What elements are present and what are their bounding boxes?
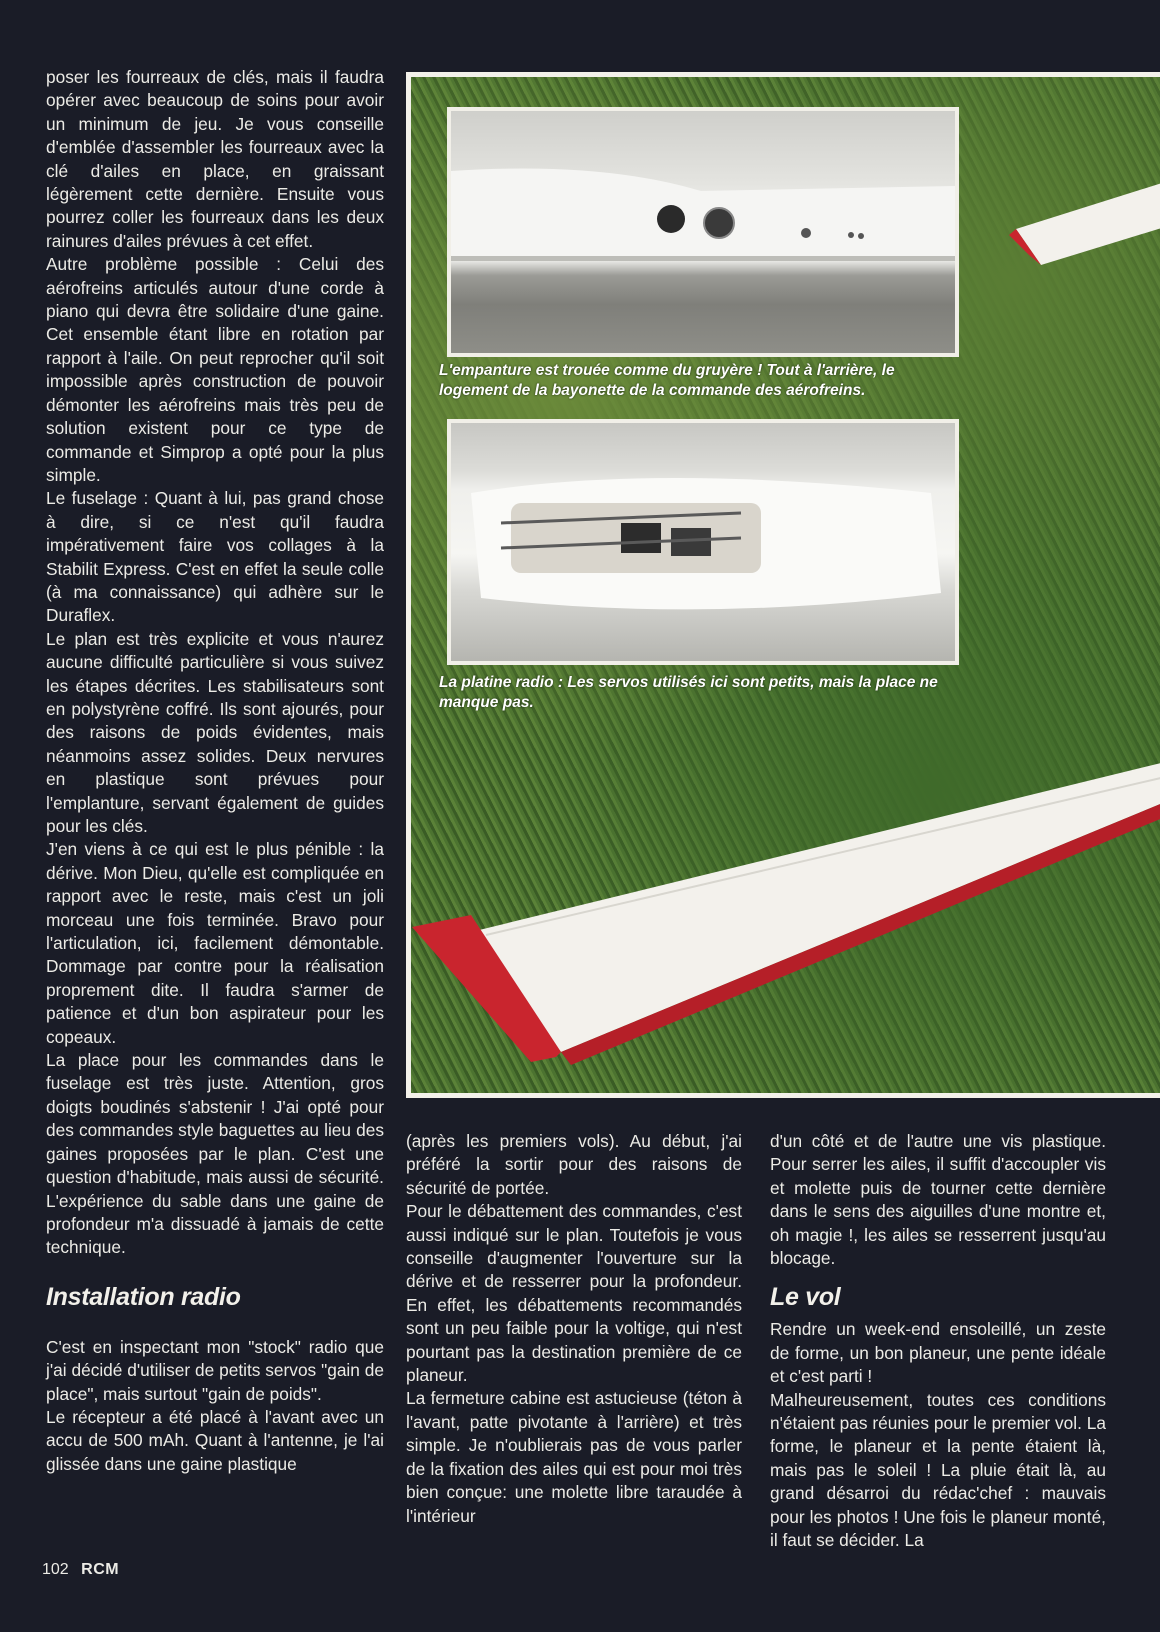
magazine-name: RCM <box>81 1561 120 1578</box>
section-heading-le-vol: Le vol <box>770 1283 841 1312</box>
hole <box>848 232 854 238</box>
photo-caption-top: L'empanture est trouée comme du gruyère ! Tout à l'arrière, le logement de la bayonette de la commande des aérofreins. <box>439 362 895 399</box>
left-column <box>46 66 384 1476</box>
paragraph: Rendre un week-end ensoleillé, un zeste de forme, un bon planeur, une pente idéale et c'est parti ! <box>770 1319 1106 1387</box>
paragraph: d'un côté et de l'autre une vis plastique. Pour serrer les ailes, il suffit d'accoupler vis et molette puis de tourner cette dernière dans le sens des aiguilles d'une montre et, oh magie !, les ailes se resserrent jusqu'au blocage. <box>770 1131 1106 1269</box>
paragraph: Le fuselage : Quant à lui, pas grand chose à dire, si ce n'est qu'il faudra impérativement faire vos collages à la Stabilit Express. C'est en effet la seule colle (à ma connaissance) qui adhère sur le Duraflex. <box>46 488 384 626</box>
hole <box>657 205 685 233</box>
paragraph: (après les premiers vols). Au début, j'ai préféré la sortir pour des raisons de sécurité de portée. <box>406 1131 742 1198</box>
paragraph: Autre problème possible : Celui des aérofreins articulés autour d'une corde à piano qui devra être solidaire d'une gaine. Cet ensemble étant libre en rotation par rapport à l'aile. On peut reprocher qu'il soit impossible après construction de pouvoir démonter les aérofreins mais très peu de solution existent pour ce type de commande et Simprop a opté pour la plus simple. <box>46 254 384 485</box>
paragraph: Malheureusement, toutes ces conditions n'étaient pas réunies pour le premier vol. La forme, le planeur et la pente étaient là, mais pas le soleil ! La pluie était là, au grand désarroi du rédac'chef : mauvais pour les photos ! Une fois le planeur monté, il faut se décider. La <box>770 1389 1106 1551</box>
paragraph: C'est en inspectant mon "stock" radio que j'ai décidé d'utiliser de petits servos "gain de place", mais surtout "gain de poids". <box>46 1336 384 1404</box>
radio-tray-illustration <box>451 423 955 661</box>
right-column <box>770 1130 1106 1553</box>
servo <box>621 523 661 553</box>
photo-radio-tray <box>447 419 959 665</box>
hole <box>858 233 864 239</box>
paragraph: Le plan est très explicite et vous n'aurez aucune difficulté particulière si vous suivez les étapes décrites. Les stabilisateurs sont en polystyrène coffré. Ils sont ajourés, pour des raisons de poids évidentes, mais néanmoins assez solides. Deux nervures en plastique sont prévues pour l'emplanture, servant également de guides pour les clés. <box>46 628 384 836</box>
section-heading-installation-radio: Installation radio <box>46 1282 241 1311</box>
paragraph: poser les fourreaux de clés, mais il faudra opérer avec beaucoup de soins pour avoir un minimum de jeu. Je vous conseille d'emblée d'assembler les fourreaux avec la clé d'ailes en place, en graissant légèrement cette dernière. Ensuite vous pourrez coller les fourreaux dans les deux rainures d'ailes prévues à cet effet. <box>46 67 384 251</box>
wing-tip-white <box>1016 182 1160 265</box>
page-number: 102 <box>42 1561 69 1578</box>
page-footer <box>42 1561 119 1579</box>
hole <box>801 228 811 238</box>
paragraph: J'en viens à ce qui est le plus pénible : la dérive. Mon Dieu, qu'elle est compliquée en rapport avec le reste, mais c'est un joli morceau une fois terminée. Bravo pour l'articulation, ici, facilement démontable. Dommage par contre pour la réalisation proprement dite. Il faudra s'armer de patience et d'un bon aspirateur pour les copeaux. <box>46 839 384 1047</box>
middle-column <box>406 1130 742 1528</box>
paragraph: Le récepteur a été placé à l'avant avec un accu de 500 mAh. Quant à l'antenne, je l'ai glissée dans une gaine plastique <box>46 1406 384 1474</box>
paragraph: La fermeture cabine est astucieuse (téton à l'avant, patte pivotante à l'arrière) et très simple. Je n'oublierais pas de vous parler de la fixation des ailes qui est pour moi très bien conçue: une molette libre taraudée à l'intérieur <box>406 1388 742 1526</box>
photo-fuselage-root <box>447 107 959 357</box>
paragraph: Pour le débattement des commandes, c'est aussi indiqué sur le plan. Toutefois je vous conseille d'augmenter l'ouverture sur la dérive et de resserrer pour la profondeur. En effet, les débattements recommandés sont un peu faible pour la voltige, qui n'est pourtant pas la destination première de ce planeur. <box>406 1201 742 1386</box>
photo-panel <box>406 72 1160 1098</box>
photo-caption-bottom: La platine radio : Les servos utilisés ici sont petits, mais la place ne manque pas. <box>439 674 938 711</box>
hole <box>704 208 734 238</box>
wing-white <box>471 762 1160 1052</box>
paragraph: La place pour les commandes dans le fuselage est très juste. Attention, gros doigts boudinés s'abstenir ! J'ai opté pour des commandes style baguettes au lieu des gaines proposées par le plan. C'est une question d'habitude, mais aussi de sécurité. L'expérience du sable dans une gaine de profondeur m'a dissuadé à jamais de cette technique. <box>46 1050 384 1258</box>
fuselage-illustration <box>451 111 955 353</box>
